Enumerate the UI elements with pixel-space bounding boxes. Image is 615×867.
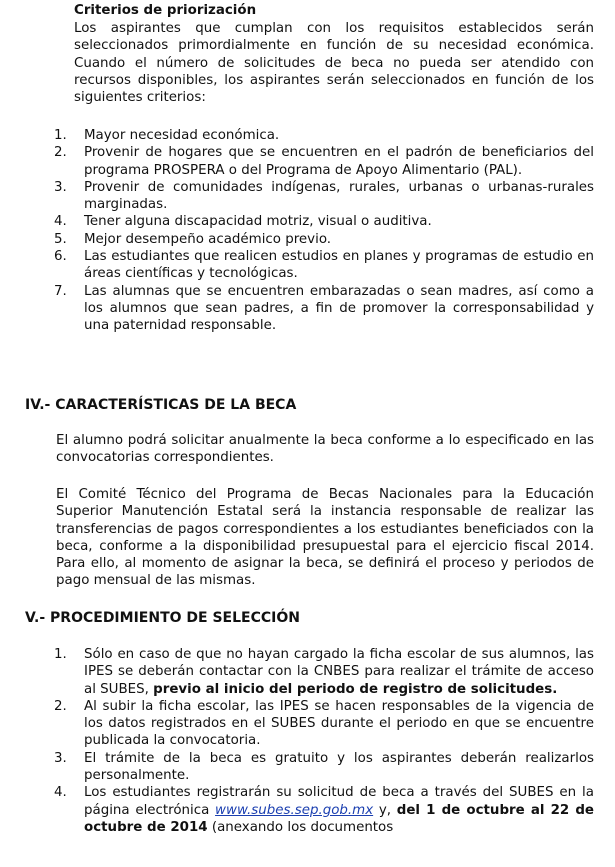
item-text: Provenir de hogares que se encuentren en el padrón de beneficiarios del programa PROSPERA o del Programa de Apoyo Alimentario (PAL). — [84, 145, 594, 178]
section-v-title: V.- PROCEDIMIENTO DE SELECCIÓN — [25, 610, 300, 626]
list-item — [54, 231, 594, 248]
item-number: 4. — [54, 214, 67, 230]
item-text — [84, 646, 594, 698]
item-text: Mayor necesidad económica. — [84, 128, 280, 143]
item-text: Las alumnas que se encuentren embarazadas o sean madres, así como a los alumnos que sean padres, a fin de promover la corresponsabilidad y una paternidad responsable. — [84, 283, 594, 334]
item-text: Mejor desempeño académico previo. — [84, 231, 332, 247]
item-number: 3. — [54, 179, 67, 195]
criteria-paragraph: Los aspirantes que cumplan con los requisitos establecidos serán seleccionados primordialmente en función de su necesidad económica. Cuando el número de solicitudes de beca no pueda ser atendido con recursos disponibles, los aspirantes serán seleccionados en función de los siguientes criterios: — [74, 21, 594, 106]
item-text — [84, 784, 594, 836]
item-number: 2. — [54, 698, 67, 714]
list-item — [54, 248, 594, 283]
item-text-emphasis: del 1 de octubre al 22 de octubre de 2014 — [84, 802, 595, 835]
item-number: 3. — [54, 750, 67, 766]
item-text-part: y, — [373, 802, 397, 818]
item-text-emphasis: previo al inicio del periodo de registro de solicitudes. — [153, 681, 558, 697]
list-item — [54, 784, 594, 836]
section-iv-title: IV.- CARACTERÍSTICAS DE LA BECA — [25, 397, 297, 413]
list-item — [54, 144, 594, 179]
item-text-part: (anexando los documentos — [207, 819, 394, 835]
item-text: Las estudiantes que realicen estudios en planes y programas de estudio en áreas científicas y tecnológicas. — [84, 249, 594, 282]
item-text-part: Sólo en caso de que no hayan cargado la ficha escolar de sus alumnos, las IPES se deberán contactar con la CNBES para realizar el trámite de acceso al SUBES, — [84, 647, 594, 697]
list-item — [54, 213, 594, 230]
list-item — [54, 698, 594, 750]
item-text: Tener alguna discapacidad motriz, visual o auditiva. — [84, 214, 432, 230]
item-text: Al subir la ficha escolar, las IPES se hacen responsables de la vigencia de los datos registrados en el SUBES durante el periodo en que se encuentre publicada la convocatoria. — [84, 698, 594, 749]
item-number: 5. — [54, 231, 67, 247]
list-item — [54, 750, 594, 785]
section-iv-paragraph-1: El alumno podrá solicitar anualmente la beca conforme a lo especificado en las convocatorias correspondientes. — [56, 433, 594, 466]
criteria-list — [54, 127, 594, 335]
item-number: 6. — [54, 249, 67, 265]
item-text-part: Los estudiantes registrarán su solicitud de beca a través del SUBES en la página electrónica — [84, 785, 594, 818]
list-item — [54, 179, 594, 214]
criteria-heading: Criterios de priorización — [74, 3, 257, 18]
procedure-list — [54, 646, 594, 836]
subes-website-link[interactable]: www.subes.sep.gob.mx — [215, 802, 374, 818]
item-number: 7. — [54, 283, 67, 299]
list-item — [54, 127, 594, 144]
list-item — [54, 646, 594, 698]
item-number: 2. — [54, 145, 67, 161]
item-number: 4. — [54, 785, 67, 801]
item-text: Provenir de comunidades indígenas, rurales, urbanas o urbanas-rurales marginadas. — [84, 179, 594, 213]
item-text: El trámite de la beca es gratuito y los aspirantes deberán realizarlos personalmente. — [84, 750, 594, 784]
item-number: 1. — [54, 647, 67, 662]
section-iv-paragraph-2: El Comité Técnico del Programa de Becas Nacionales para la Educación Superior Manutención Estatal será la instancia responsable de realizar las transferencias de pagos correspondientes a los estudiantes beneficiados con la beca, conforme a la disponibilidad presupuestal para el ejercicio fiscal 2014. Para ello, al momento de asignar la beca, se definirá el proceso y periodos de pago mensual de las mismas. — [56, 487, 594, 589]
item-number: 1. — [54, 128, 67, 143]
list-item — [54, 283, 594, 335]
